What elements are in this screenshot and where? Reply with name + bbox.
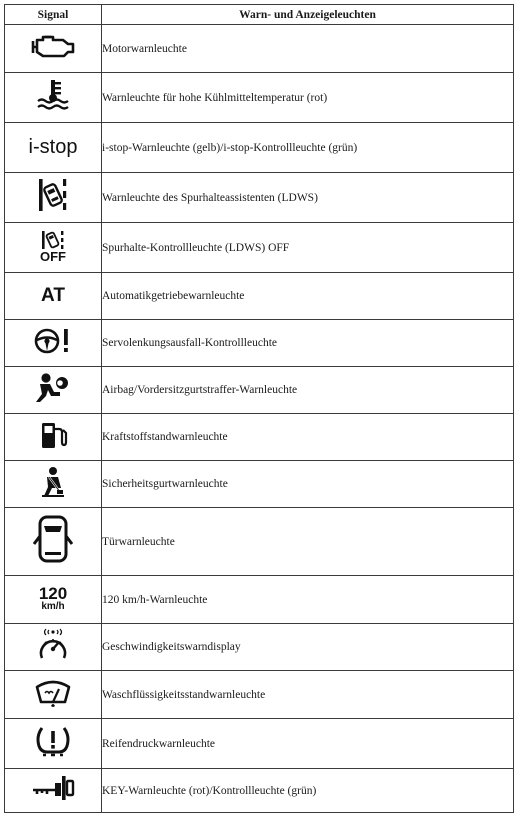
table-row: [5, 769, 514, 813]
row-description: Geschwindigkeitswarndisplay: [102, 624, 514, 671]
row-description: KEY-Warnleuchte (rot)/Kontrollleuchte (grün): [102, 769, 514, 813]
row-description: 120 km/h-Warnleuchte: [102, 576, 514, 624]
door-open-icon: [33, 514, 73, 564]
row-description: Warnleuchte für hohe Kühlmitteltemperatur (rot): [102, 73, 514, 123]
row-description: Warnleuchte des Spurhalteassistenten (LDWS): [102, 173, 514, 223]
power-steering-icon: [33, 327, 73, 355]
table-row: [5, 461, 514, 508]
table-row: [5, 508, 514, 576]
table-row: [5, 320, 514, 367]
table-row: [5, 173, 514, 223]
row-description: i-stop-Warnleuchte (gelb)/i-stop-Kontrollleuchte (grün): [102, 123, 514, 173]
tire-pressure-icon: [33, 724, 73, 758]
table-row: [5, 576, 514, 624]
row-description: Airbag/Vordersitzgurtstraffer-Warnleuchte: [102, 367, 514, 414]
speed-120-number: 120: [38, 584, 68, 603]
automatic-transmission-icon: AT: [41, 285, 65, 306]
table-row: [5, 223, 514, 273]
lane-departure-icon: [36, 177, 70, 213]
row-description: Kraftstoffstandwarnleuchte: [102, 414, 514, 461]
table-row: [5, 719, 514, 769]
table-row: [5, 624, 514, 671]
seatbelt-icon: [38, 466, 68, 498]
table-row: [5, 367, 514, 414]
column-header-signal: Signal: [5, 5, 102, 25]
row-description: Türwarnleuchte: [102, 508, 514, 576]
speed-120-icon: [39, 585, 67, 612]
row-description: Sicherheitsgurtwarnleuchte: [102, 461, 514, 508]
row-description: Motorwarnleuchte: [102, 25, 514, 73]
table-row: [5, 671, 514, 719]
table-row: [5, 273, 514, 320]
row-description: Reifendruckwarnleuchte: [102, 719, 514, 769]
table-row: [5, 25, 514, 73]
warning-lights-table: [4, 4, 514, 813]
speed-120-unit: km/h: [41, 601, 65, 612]
column-header-warn: Warn- und Anzeigeleuchten: [102, 5, 514, 25]
table-row: [5, 123, 514, 173]
i-stop-icon: i-stop: [28, 136, 78, 158]
table-header-row: [5, 5, 514, 25]
coolant-temperature-icon: [36, 79, 70, 111]
engine-check-icon: [30, 33, 76, 59]
speed-warning-gauge-icon: [36, 628, 70, 662]
off-label: OFF: [40, 248, 66, 264]
washer-fluid-icon: [34, 676, 72, 708]
row-description: Automatikgetriebewarnleuchte: [102, 273, 514, 320]
row-description: Spurhalte-Kontrollleuchte (LDWS) OFF: [102, 223, 514, 273]
table-row: [5, 73, 514, 123]
fuel-pump-icon: [38, 420, 68, 450]
row-description: Waschflüssigkeitsstandwarnleuchte: [102, 671, 514, 719]
table-row: [5, 414, 514, 461]
key-icon: [31, 774, 75, 802]
row-description: Servolenkungsausfall-Kontrollleuchte: [102, 320, 514, 367]
airbag-icon: [34, 372, 72, 404]
lane-departure-off-icon: [40, 230, 66, 263]
